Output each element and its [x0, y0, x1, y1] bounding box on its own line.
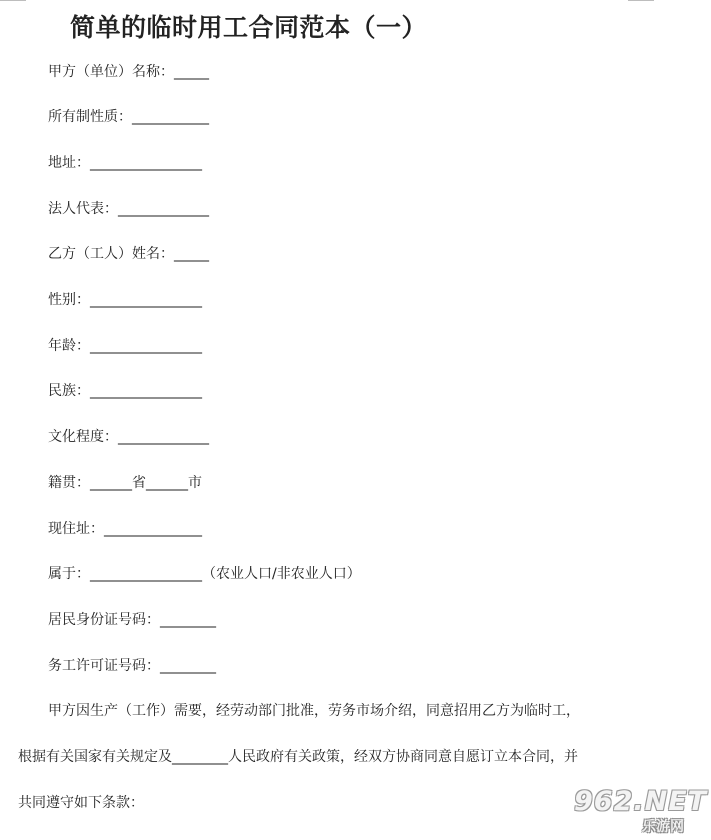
field-ownership-type: 所有制性质：___________: [48, 109, 209, 125]
document-title: 简单的临时用工合同范本（一）: [70, 13, 428, 42]
field-current-address: 现住址：______________: [48, 521, 202, 537]
field-address: 地址：________________: [48, 155, 202, 171]
field-id-number: 居民身份证号码：________: [48, 612, 216, 628]
field-education: 文化程度：_____________: [48, 429, 209, 445]
field-household-type: 属于：________________（农业人口/非农业人口）: [48, 566, 361, 582]
watermark-bottom-text: 乐游网: [642, 819, 684, 835]
field-legal-representative: 法人代表：_____________: [48, 201, 209, 217]
field-party-a-name: 甲方（单位）名称：_____: [48, 64, 209, 80]
field-gender: 性别：________________: [48, 292, 202, 308]
paragraph-line-3: 共同遵守如下条款：: [18, 795, 144, 811]
field-party-b-name: 乙方（工人）姓名：_____: [48, 246, 209, 262]
page-corner-mark-left: [0, 0, 26, 1]
field-work-permit-number: 务工许可证号码：________: [48, 658, 216, 674]
site-watermark-logo: [570, 784, 710, 838]
field-ethnicity: 民族：________________: [48, 383, 202, 399]
watermark-top-text: 962.NET: [574, 786, 708, 817]
paragraph-line-1: 甲方因生产（工作）需要，经劳动部门批准，劳务市场介绍，同意招用乙方为临时工，: [48, 703, 580, 719]
paragraph-line-2: 根据有关国家有关规定及________人民政府有关政策，经双方协商同意自愿订立本合同，并: [18, 749, 578, 765]
page-corner-mark-right: [628, 0, 654, 1]
field-native-place: 籍贯：______省______市: [48, 475, 202, 491]
field-age: 年龄：________________: [48, 338, 202, 354]
